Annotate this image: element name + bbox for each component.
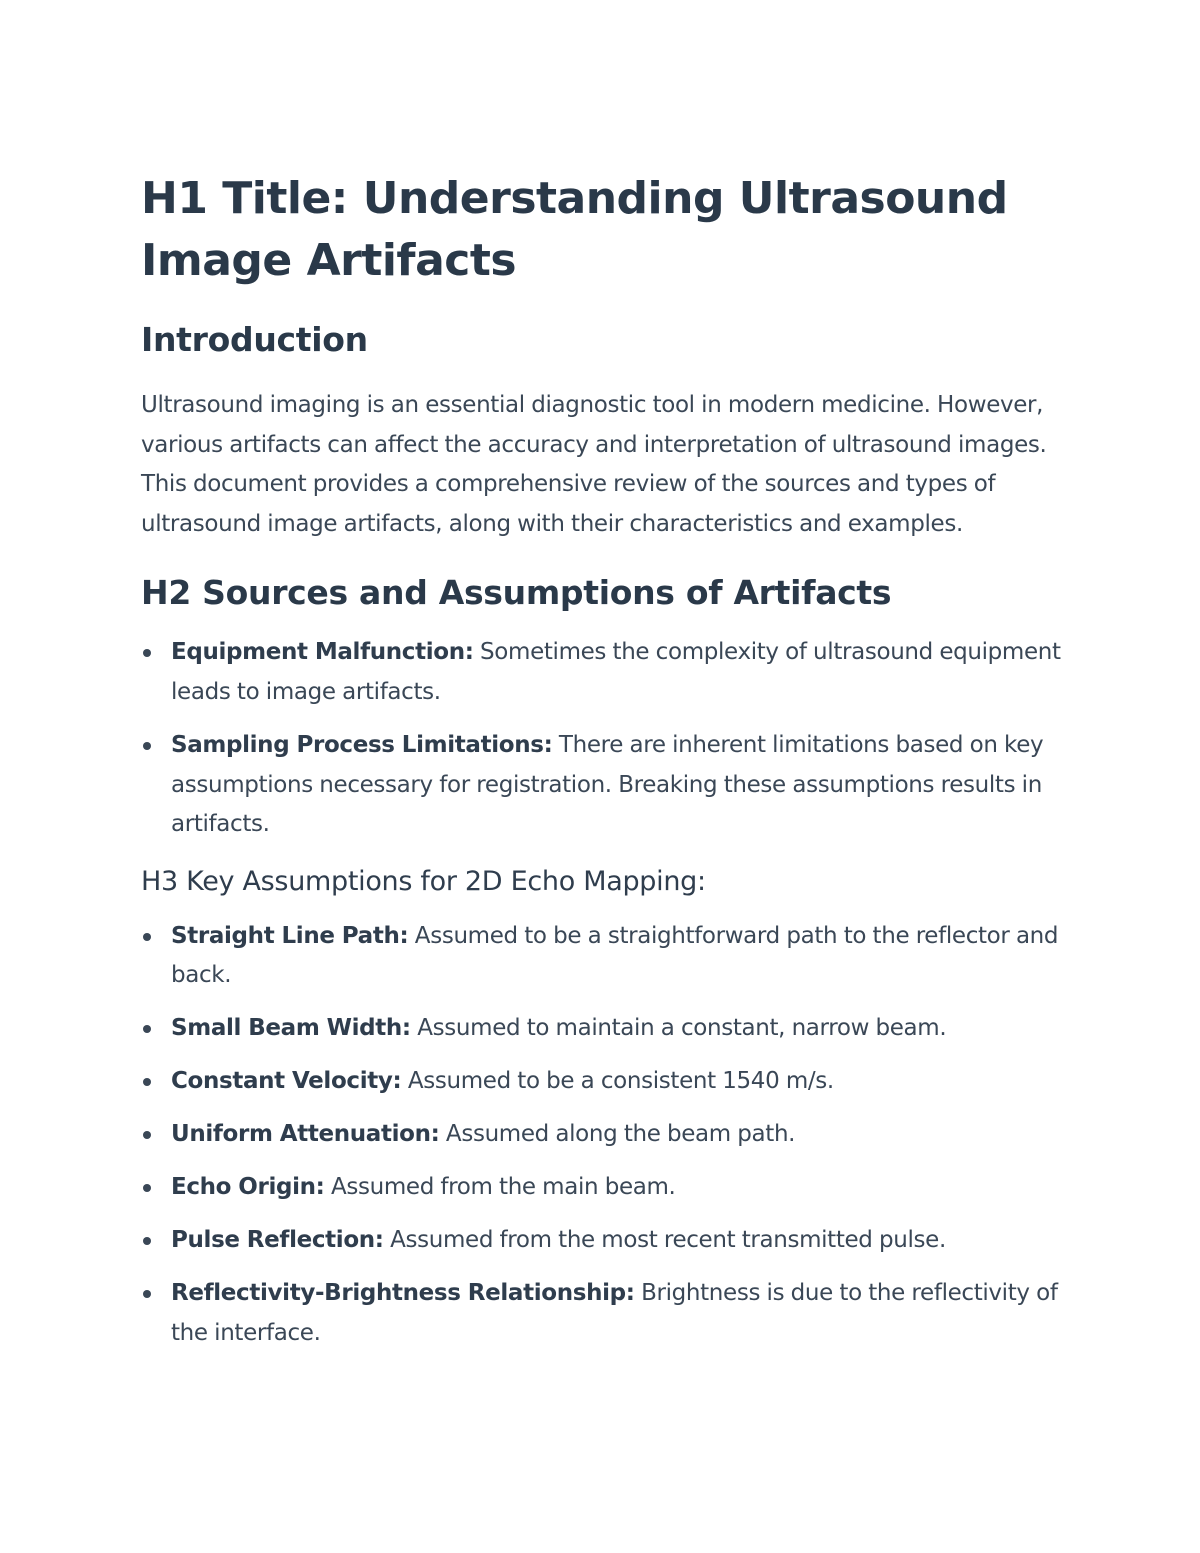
list-item-description: Sometimes the complexity of ultrasound equipment leads to image artifacts. [171,639,1061,705]
list-item-description: Assumed along the beam path. [439,1121,796,1147]
list-item [141,633,1071,712]
list-item [141,726,1071,845]
list-item-description: Assumed to be a straightforward path to the reflector and back. [171,922,1059,988]
bullet-icon [143,933,151,941]
bullet-icon [143,1290,151,1298]
bullet-icon [143,1237,151,1245]
document-title: H1 Title: Understanding Ultrasound Image Artifacts [141,173,1008,286]
sources-list [141,633,1071,845]
list-item-description: Brightness is due to the reflectivity of the interface. [171,1280,1058,1346]
list-item-description: Assumed from the main beam. [324,1174,676,1200]
introduction-paragraph: Ultrasound imaging is an essential diagnostic tool in modern medicine. However, various artifacts can affect the accuracy and interpretation of ultrasound images. This document provides a comprehensive review of the sources and types of ultrasound image artifacts, along with their characteristics and examples. [141,392,1047,537]
list-item-term: Small Beam Width: [171,1015,411,1041]
list-item [141,1168,1071,1208]
bullet-icon [143,1025,151,1033]
list-item-term: Straight Line Path: [171,922,409,949]
bullet-icon [143,649,151,657]
assumptions-heading: H3 Key Assumptions for 2D Echo Mapping: [141,865,706,897]
list-item-term: Echo Origin: [171,1174,325,1200]
list-item [141,917,1071,996]
list-item-term: Equipment Malfunction: [171,639,474,665]
list-item [141,1062,1071,1102]
bullet-icon [143,1078,151,1086]
list-item-term: Sampling Process Limitations: [171,732,553,758]
list-item-description: Assumed from the most recent transmitted pulse. [383,1227,946,1253]
introduction-heading: Introduction [141,320,368,359]
list-item [141,1115,1071,1155]
list-item [141,1274,1071,1353]
list-item [141,1009,1071,1049]
list-item-term: Uniform Attenuation: [171,1121,440,1147]
list-item-description: Assumed to maintain a constant, narrow beam. [410,1015,947,1041]
list-item-term: Reflectivity-Brightness Relationship: [171,1280,635,1306]
sources-heading: H2 Sources and Assumptions of Artifacts [141,573,892,612]
bullet-icon [143,1184,151,1192]
list-item-term: Constant Velocity: [171,1068,402,1094]
list-item-description: Assumed to be a consistent 1540 m/s. [401,1068,834,1094]
list-item [141,1221,1071,1261]
list-item-term: Pulse Reflection: [171,1227,384,1253]
document-page [141,168,1071,1367]
bullet-icon [143,1131,151,1139]
bullet-icon [143,742,151,750]
assumptions-list [141,917,1071,1354]
list-item-description: There are inherent limitations based on key assumptions necessary for registration. Breaking these assumptions results in artifacts. [171,732,1044,837]
